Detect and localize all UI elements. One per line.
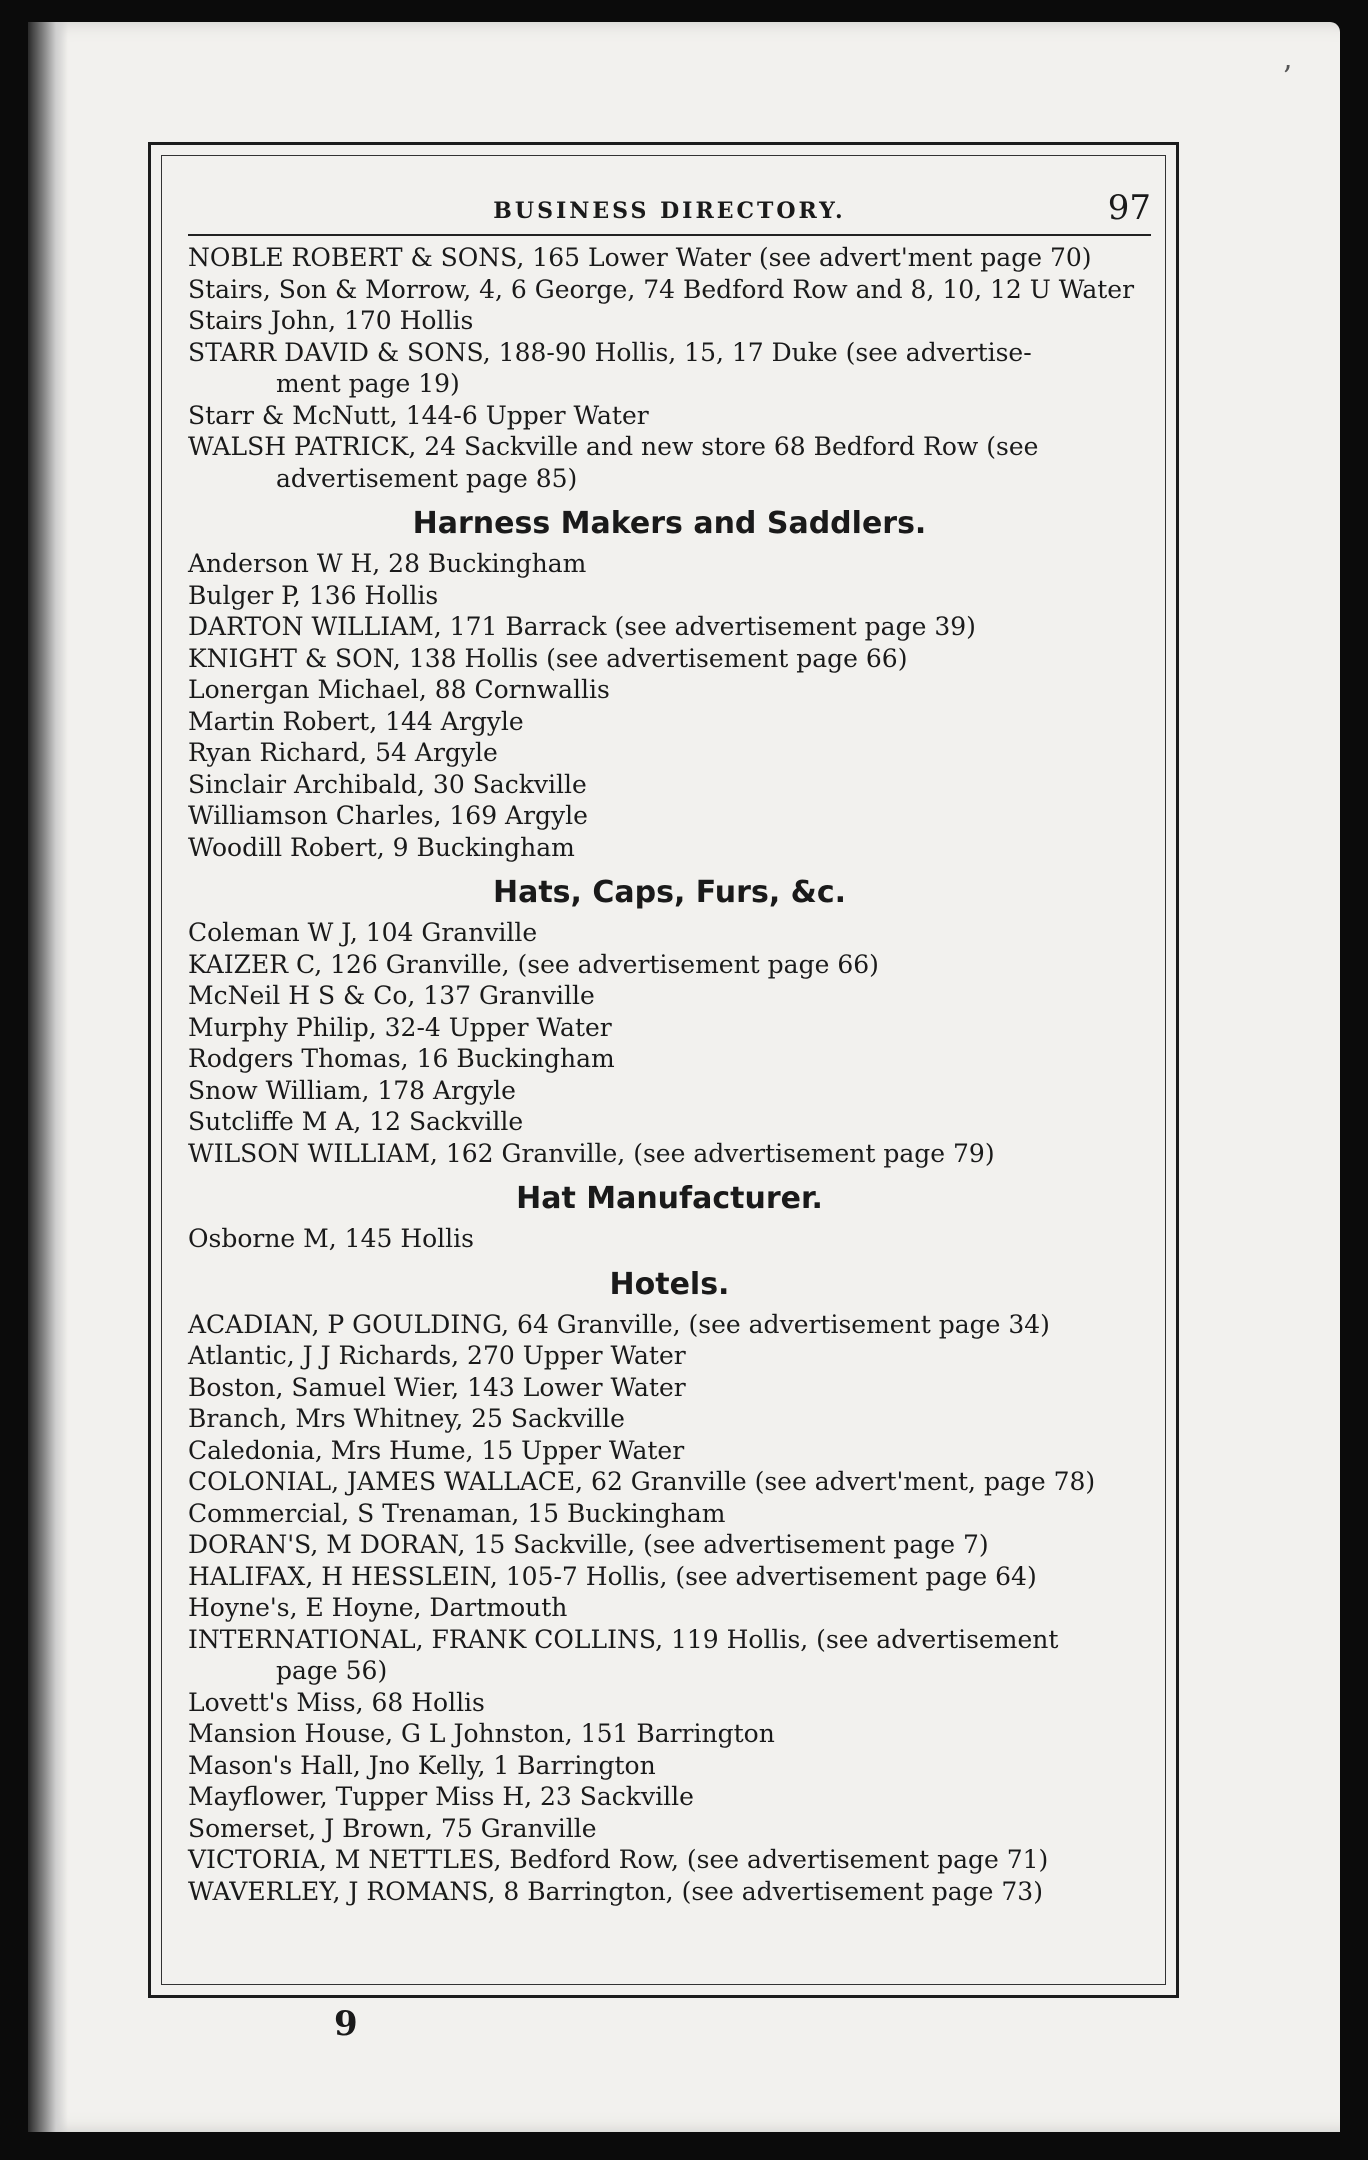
directory-entry: Mansion House, G L Johnston, 151 Barrington [188, 1719, 775, 1748]
section-heading: Hotels. [609, 1266, 730, 1302]
directory-page [28, 22, 1340, 2132]
directory-entry: Anderson W H, 28 Buckingham [188, 549, 587, 578]
running-header-title: BUSINESS DIRECTORY. [493, 198, 846, 224]
directory-entry: Branch, Mrs Whitney, 25 Sackville [188, 1404, 625, 1433]
directory-entry: VICTORIA, M NETTLES, Bedford Row, (see advertisement page 71) [188, 1845, 1049, 1874]
signature-mark: 9 [334, 2004, 358, 2044]
directory-entry: WALSH PATRICK, 24 Sackville and new store 68 Bedford Row (see [188, 432, 1039, 461]
directory-entry: COLONIAL, JAMES WALLACE, 62 Granville (see advert'ment, page 78) [188, 1467, 1096, 1496]
directory-entry: DORAN'S, M DORAN, 15 Sackville, (see advertisement page 7) [188, 1530, 989, 1559]
directory-entry: Mason's Hall, Jno Kelly, 1 Barrington [188, 1750, 656, 1780]
directory-entry-continuation: advertisement page 85) [276, 463, 578, 493]
directory-entry: Woodill Robert, 9 Buckingham [188, 832, 575, 862]
section-heading: Hat Manufacturer. [516, 1181, 823, 1216]
directory-entry: HALIFAX, H HESSLEIN, 105-7 Hollis, (see advertisement page 64) [188, 1561, 1037, 1591]
directory-entry: Bulger P, 136 Hollis [188, 580, 439, 610]
directory-entry: Snow William, 178 Argyle [188, 1075, 516, 1105]
directory-entry: STARR DAVID & SONS, 188-90 Hollis, 15, 17 Duke (see advertise- [188, 337, 1032, 367]
directory-entry: Lovett's Miss, 68 Hollis [188, 1687, 485, 1717]
book-spine-shadow [28, 22, 68, 2132]
directory-entry: Mayflower, Tupper Miss H, 23 Sackville [188, 1782, 694, 1811]
directory-entry: DARTON WILLIAM, 171 Barrack (see advertisement page 39) [188, 612, 976, 641]
directory-entry: Coleman W J, 104 Granville [188, 918, 538, 947]
section-heading: Hats, Caps, Furs, &c. [492, 875, 846, 910]
directory-entry: NOBLE ROBERT & SONS, 165 Lower Water (see advert'ment page 70) [188, 243, 1092, 272]
directory-entry: Williamson Charles, 169 Argyle [188, 801, 588, 830]
page-frame-inner [161, 155, 1166, 1985]
directory-entry: Commercial, S Trenaman, 15 Buckingham [188, 1498, 726, 1528]
directory-entry: Stairs John, 170 Hollis [188, 306, 474, 335]
directory-entry: Caledonia, Mrs Hume, 15 Upper Water [188, 1435, 685, 1465]
directory-entry: Hoyne's, E Hoyne, Dartmouth [188, 1593, 568, 1622]
directory-entry: KAIZER C, 126 Granville, (see advertisement page 66) [188, 949, 879, 979]
directory-entry: WILSON WILLIAM, 162 Granville, (see advertisement page 79) [188, 1138, 995, 1168]
directory-entry: WAVERLEY, J ROMANS, 8 Barrington, (see advertisement page 73) [188, 1876, 1043, 1906]
directory-entry: Starr & McNutt, 144-6 Upper Water [188, 400, 649, 430]
directory-entry: Sutcliffe M A, 12 Sackville [188, 1107, 524, 1136]
directory-entry: Osborne M, 145 Hollis [188, 1224, 474, 1253]
page-number: 97 [1107, 188, 1151, 228]
directory-entry: Sinclair Archibald, 30 Sackville [188, 769, 587, 799]
directory-entry: McNeil H S & Co, 137 Granville [188, 981, 595, 1010]
directory-entry: Atlantic, J J Richards, 270 Upper Water [188, 1341, 686, 1370]
running-header [188, 156, 1151, 236]
section-heading: Harness Makers and Saddlers. [412, 506, 927, 541]
directory-entry: Boston, Samuel Wier, 143 Lower Water [188, 1372, 686, 1402]
directory-entry: INTERNATIONAL, FRANK COLLINS, 119 Hollis, (see advertisement [188, 1624, 1059, 1654]
directory-entry-continuation: page 56) [276, 1656, 388, 1685]
directory-entry: Martin Robert, 144 Argyle [188, 706, 524, 736]
corner-mark: ’ [1282, 60, 1292, 95]
directory-entry: KNIGHT & SON, 138 Hollis (see advertisement page 66) [188, 643, 908, 673]
directory-entry: ACADIAN, P GOULDING, 64 Granville, (see advertisement page 34) [188, 1309, 1050, 1339]
directory-entry: Stairs, Son & Morrow, 4, 6 George, 74 Bedford Row and 8, 10, 12 U Water [188, 274, 1135, 304]
directory-listing [188, 242, 1151, 1907]
directory-entry: Somerset, J Brown, 75 Granville [188, 1813, 597, 1843]
directory-entry: Lonergan Michael, 88 Cornwallis [188, 675, 610, 704]
directory-entry: Rodgers Thomas, 16 Buckingham [188, 1044, 615, 1073]
directory-entry: Murphy Philip, 32-4 Upper Water [188, 1012, 612, 1042]
directory-entry-continuation: ment page 19) [276, 369, 460, 398]
page-frame [148, 142, 1179, 1998]
directory-entry: Ryan Richard, 54 Argyle [188, 738, 498, 767]
